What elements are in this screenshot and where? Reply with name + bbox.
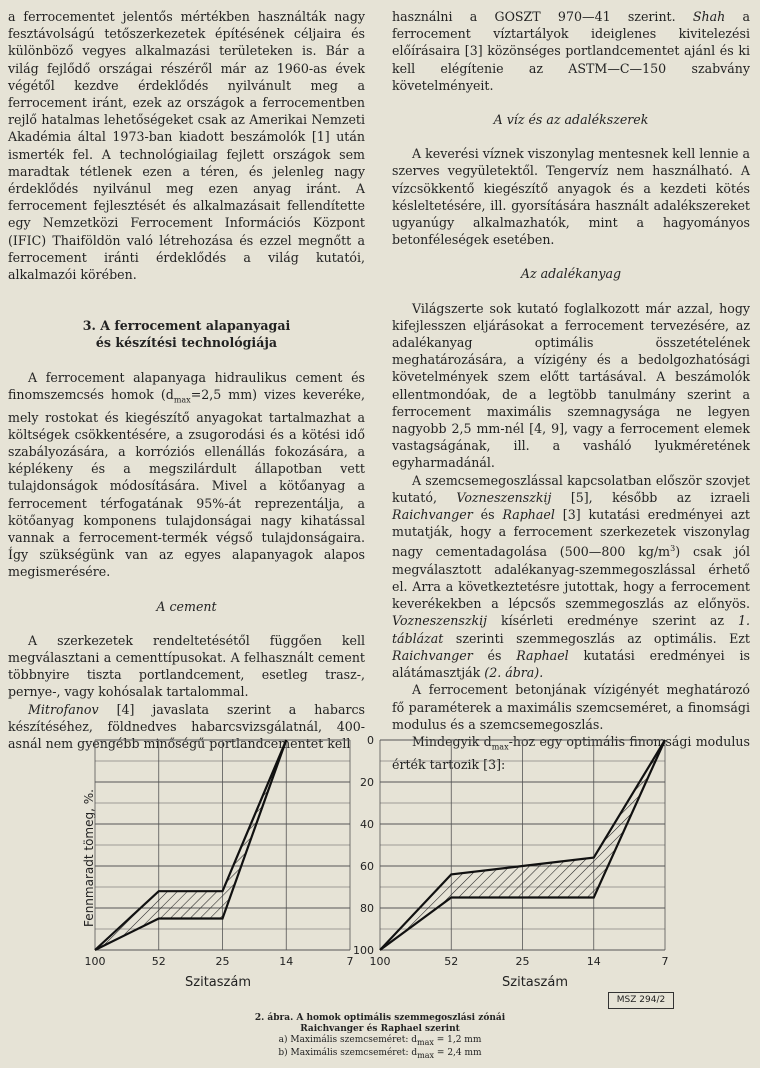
paragraph-goszt: használni a GOSZT 970—41 szerint. Shah a ferrocement víztartályok ideiglenes kivitelezési előírásaira [3] közönséges portlandcementet ajánl és ki kell elégítenie az ASTM—C—150 szabvány követelményeit.: [392, 9, 750, 93]
figure-caption: [0, 1013, 760, 1061]
caption-b: b) Maximális szemcseméret: $d_{max} = 2,4$ mm: [278, 1047, 482, 1060]
paragraph-water-demand: A ferrocement betonjának vízigényét meghatározó fő paraméterek a maximális szemcseméret, a finomsági modulus és a szemcsemegoszlás.: [392, 682, 750, 732]
y-axis-label: Fennmaradt tömeg, %.: [82, 789, 96, 927]
y-tick-label: 60: [360, 860, 374, 873]
y-tick-label: 40: [360, 818, 374, 831]
y-tick-label: 20: [360, 776, 374, 789]
x-tick-label-a: 25: [215, 955, 230, 968]
caption-title: 2. ábra. A homok optimális szemmegoszlási zónái: [254, 1013, 506, 1023]
x-tick-label-b: 100: [369, 955, 391, 968]
right-column: [392, 8, 750, 773]
paragraph-cement-types: A szerkezetek rendeltetésétől függően kell megválasztani a cementtípusokat. A felhasznált cement többnyire tiszta portlandcement, esetleg trasz-, pernye-, vagy kohósalak tartalommal.: [8, 632, 365, 700]
x-tick-label-b: 14: [586, 955, 601, 968]
paragraph-grading: A szemcsemegoszlással kapcsolatban először szovjet kutató, Vozneszenszkij [5], később az izraeli Raichvanger és Raphael [3] kutatási eredményei azt mutatják, hogy a ferrocement szerkezetek viszonylag nagy cementadagolása (500—800 $kg/m^3$) csak jól megválasztott adalékanyag-szemmegoszlással érhető el. Arra a következtetésre jutottak, hogy a ferrocement keverékekben a lépcsős szemmegoszlás az előnyös. Vozneszenszkij kísérleti eredménye szerint az 1. táblázat szerinti szemmegoszlás az optimális. Ezt Raichvanger és Raphael kutatási eredményei is alátámasztják (2. ábra).: [392, 472, 750, 681]
paragraph-aggregate: Világszerte sok kutató foglalkozott már azzal, hogy kifejlesszen eljárásokat a ferrocement tervezésére, az adalékanyag optimális összetételének meghatározására, a vízigény és a bedolgozhatósági követelmények szem előtt tartásával. A beszámolók ellentmondóak, de a legtöbb tanulmány szerint a ferrocement maximális szemnagysága ne legyen nagyobb 2,5 mm-nél [4, 9], vagy a ferrocement elemek vastagságának, ill. a vasháló lyukméretének egyharmadánál.: [392, 300, 750, 471]
paragraph-fineness: Mindegyik $d_{max}$-hoz egy optimális finomsági modulus érték tartozik [3]:: [392, 733, 750, 772]
caption-a: a) Maximális szemcseméret: $d_{max} = 1,2$ mm: [278, 1035, 482, 1047]
x-tick-label-b: 7: [661, 955, 669, 968]
section-heading-line1: 3. A ferrocement alapanyagai: [82, 318, 291, 334]
x-tick-label-b: 25: [515, 955, 530, 968]
section-heading-line2: és készítési technológiája: [95, 335, 278, 351]
left-column: [8, 8, 365, 752]
subheading-cement: A cement: [156, 598, 217, 614]
y-tick-label: 100: [353, 944, 374, 957]
y-tick-label: 0: [367, 734, 374, 747]
standard-stamp: MSZ 294/2: [608, 992, 674, 1009]
x-tick-label-a: 7: [346, 955, 354, 968]
x-axis-label-a: Szitaszám: [185, 975, 251, 990]
paragraph-water: A keverési víznek viszonylag mentesnek kell lennie a szerves vegyületektől. Tengervíz nem használható. A vízcsökkentő kiegészítő anyagok és a kezdeti kötés késleltetésére, ill. gyorsítására használt adalékszereket ugyanúgy alkalmazhatók, mint a hagyományos betonféleségek esetében.: [392, 146, 750, 248]
x-tick-label-a: 52: [151, 955, 166, 968]
caption-authors: Raichvanger és Raphael szerint: [300, 1024, 460, 1034]
x-axis-label-b: Szitaszám: [502, 975, 568, 990]
x-tick-label-a: 100: [84, 955, 106, 968]
paragraph-mitrofanov: Mitrofanov [4] javaslata szerint a habarcs készítéséhez, földnedves habarcsvizsgálatnál, 400-asnál nem gyengébb minőségű portlandcementet kell: [8, 701, 365, 752]
paragraph-base-materials: A ferrocement alapanyaga hidraulikus cement és finomszemcsés homok ($d_{max}=2,5$ mm) vizes keveréke, mely rostokat és kiegészítő anyagokat tartalmazhat a költségek csökkentésére, a zsugorodási és a kötési idő szabályozására, a korróziós ellenállás fokozására, a képlékeny és a megszilárdult állapotban vett tulajdonságok módosítására. Mivel a kötőanyag a ferrocement térfogatának 95%-át reprezentálja, a kötőanyag komponens tulajdonságai nagy kihatással vannak a ferrocement-termék végső tulajdonságaira. Így szükségünk van az egyes alapanyagok alapos megismerésére.: [8, 369, 365, 580]
x-tick-label-b: 52: [444, 955, 459, 968]
paragraph-intro-continued: a ferrocementet jelentős mértékben használták nagy fesztávolságú tetőszerkezetek építésének céljaira és különböző vegyes alkalmazási területeken is. Bár a világ fejlődő országai részéről már az 1960-as évek végétől kezdve érdeklődés nyilvánult meg a ferrocement iránt, ezek az országok a ferrocementben rejlő hatalmas lehetőségeket csak az Amerikai Nemzeti Akadémia által 1973-ban kiadott beszámolók [1] után ismerték fel. A technológiailag fejlett országok sem maradtak tétlenek ezen a téren, és jelenleg nagy érdeklődés nyilvánul meg ezen anyag iránt. A ferrocement fejlesztését és alkalmazásait fellendítette egy Nemzetközi Ferrocement Információs Központ (IFIC) Thaiföldön való létrehozása és ezzel megnőtt a ferrocement iránti érdeklődés a világ kutatói, alkalmazói körében.: [8, 9, 365, 283]
x-tick-label-a: 14: [279, 955, 294, 968]
subheading-water: A víz és az adalékszerek: [493, 112, 649, 128]
subheading-aggregate: Az adalékanyag: [520, 266, 622, 282]
y-tick-label: 80: [360, 902, 374, 915]
